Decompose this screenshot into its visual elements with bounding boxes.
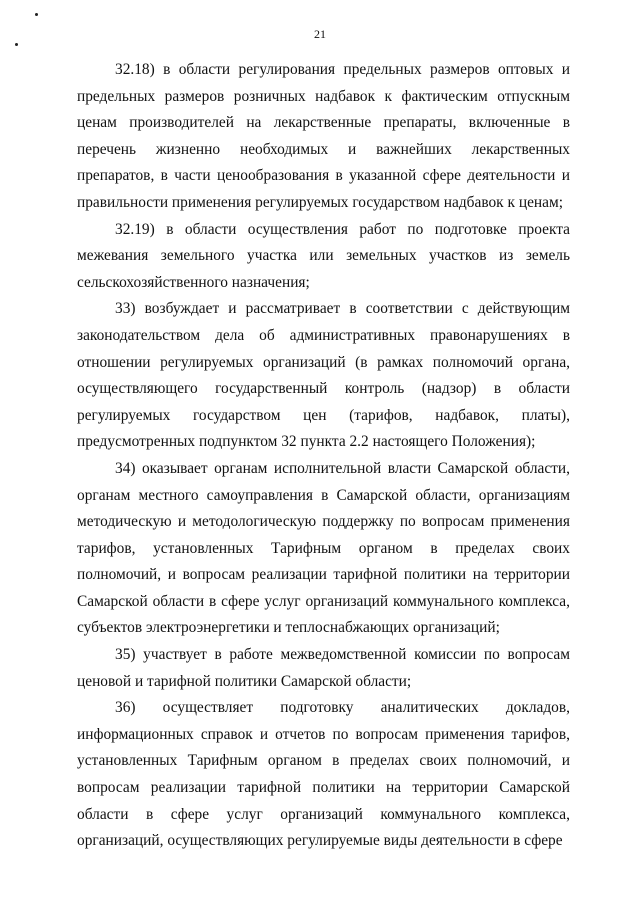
paragraph-32-19: 32.19) в области осуществления работ по подготовке проекта межевания земельного участка или земельных участков из земель сельскохозяйственного назначения; (77, 220, 570, 291)
paragraph-33: 33) возбуждает и рассматривает в соответствии с действующим законодательством дела об административных правонарушениях в отношении регулируемых организаций (в рамках полномочий органа, осуществляющего государственный контроль (надзор) в области регулируемых государством цен (тарифов, надбавок, платы), предусмотренных подпунктом 32 пункта 2.2 настоящего Положения); (77, 300, 570, 451)
paragraph-36: 36) осуществляет подготовку аналитических докладов, информационных справок и отчетов по вопросам применения тарифов, установленных Тарифным органом в пределах своих полномочий, и вопросам реализации тарифной политики на территории Самарской области в сфере услуг организаций коммунального комплекса, организаций, осуществляющих регулируемые виды деятельности в сфере (77, 699, 570, 850)
document-body (77, 57, 570, 855)
paragraph-32-18: 32.18) в области регулирования предельных размеров оптовых и предельных размеров розничных надбавок к фактическим отпускным ценам производителей на лекарственные препараты, включенные в перечень жизненно необходимых и важнейших лекарственных препаратов, в части ценообразования в указанной сфере деятельности и правильности применения регулируемых государством надбавок к ценам; (77, 61, 570, 211)
paragraph-35: 35) участвует в работе межведомственной комиссии по вопросам ценовой и тарифной политики Самарской области; (77, 646, 570, 690)
paragraph-34: 34) оказывает органам исполнительной власти Самарской области, органам местного самоуправления в Самарской области, организациям методическую и методологическую поддержку по вопросам применения тарифов, установленных Тарифным органом в пределах своих полномочий, и вопросам реализации тарифной политики на территории Самарской области в сфере услуг организаций коммунального комплекса, субъектов электроэнергетики и теплоснабжающих организаций; (77, 459, 570, 637)
page-number: 21 (314, 27, 326, 41)
scan-speck (15, 43, 18, 46)
scan-speck (35, 13, 38, 16)
